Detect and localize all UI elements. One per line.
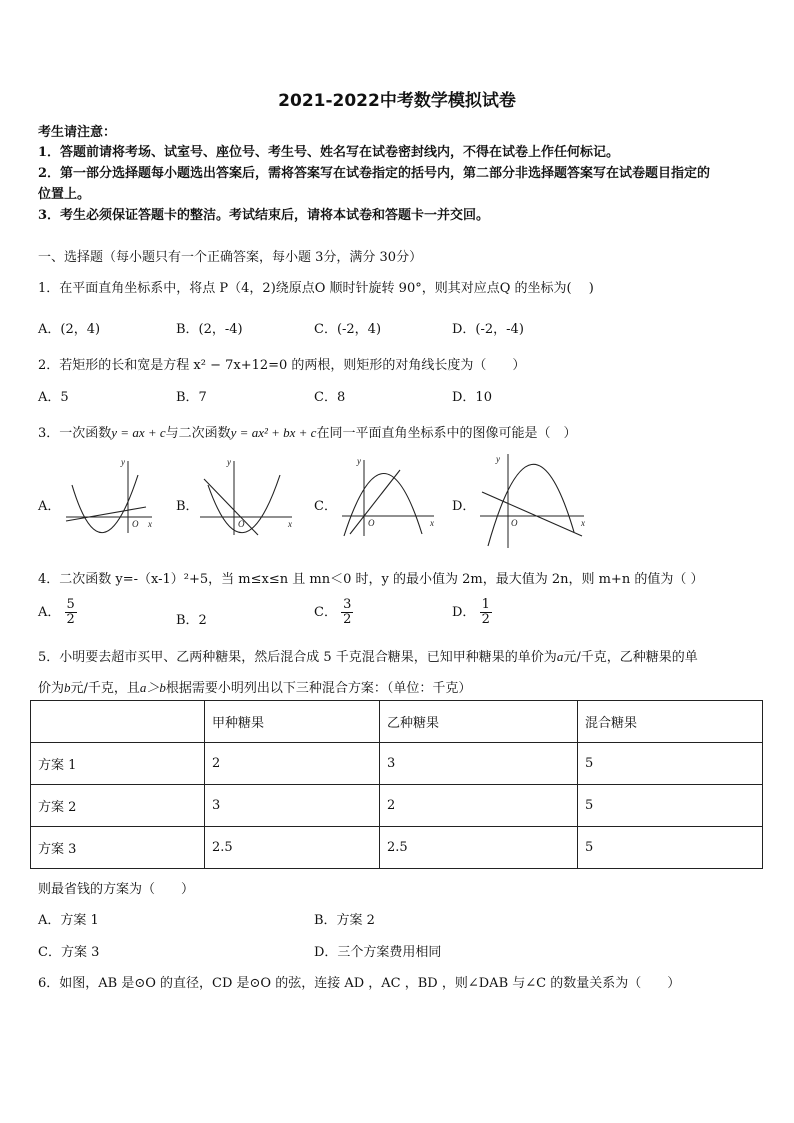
q2-option-b: B．7 [176,390,207,405]
q3-option-c-label: C． [314,499,337,514]
x-axis-label: x [288,519,292,529]
q5-option-b: B．方案 2 [314,913,375,928]
q3-linear-eq: y = ax + c [111,425,166,440]
q4-option-a: A． $\frac{5}{2}$ [38,597,75,627]
table-header-row [31,701,763,743]
table-cell: 5 [578,827,763,869]
q3-stem-b: 与二次函数 [165,426,231,441]
table-row [31,785,763,827]
table-cell: 5 [578,743,763,785]
x-axis-label: x [148,519,152,529]
q3-graph-a [62,455,158,535]
table-cell: 5 [578,785,763,827]
table-cell: 2 [380,785,578,827]
question-3-stem [38,422,576,441]
question-1-stem: 1．在平面直角坐标系中，将点 P（4，2)绕原点O 顺时针旋转 90°，则其对应点Q 的坐标为( ) [38,281,594,296]
y-axis-label: y [496,454,500,464]
y-axis-label: y [357,456,361,466]
q1-option-d: D．(-2，-4) [452,322,524,337]
table-cell: 2.5 [380,827,578,869]
parabola [488,464,574,546]
mix-plan-table [30,700,763,869]
table-cell: 方案 1 [31,743,205,785]
question-6-stem: 6．如图，AB 是⊙O 的直径，CD 是⊙O 的弦，连接 AD ，AC ，BD ，则∠DAB 与∠C 的数量关系为（ ） [38,976,681,991]
table-cell: 3 [380,743,578,785]
q4-option-d-fraction: $\frac{1}{2}$ [481,597,490,627]
q3-quadratic-eq: y = ax² + bx + c [230,425,317,440]
q2-option-a: A．5 [38,390,69,405]
section-heading: 一、选择题（每小题只有一个正确答案，每小题 3分，满分 30分） [38,250,423,265]
y-axis-label: y [121,457,125,467]
notice-item-1: 1．答题前请将考场、试室号、座位号、考生号、姓名写在试卷密封线内，不得在试卷上作任何标记。 [38,145,620,160]
notice-item-3: 3．考生必须保证答题卡的整洁。考试结束后，请将本试卷和答题卡一并交回。 [38,208,490,223]
q4-option-c: C． $\frac{3}{2}$ [314,597,352,627]
table-header-cell: 甲种糖果 [205,701,380,743]
notice-item-2: 2．第一部分选择题每小题选出答案后，需将答案写在试卷指定的括号内，第二部分非选择题答案写在试卷题目指定的 [38,166,711,181]
q3-graph-d [478,450,590,550]
line [204,479,258,535]
line [482,492,582,536]
question-5-prompt: 则最省钱的方案为（ ） [38,882,195,897]
q3-option-a-label: A． [38,499,61,514]
question-4-stem: 4．二次函数 y=-（x-1）²+5，当 m≤x≤n 且 mn＜0 时，y 的最小值为 2m，最大值为 2n，则 m+n 的值为（ ） [38,572,704,587]
q1-option-c: C．(-2，4) [314,322,382,337]
table-header-cell: 混合糖果 [578,701,763,743]
q2-option-c: C．8 [314,390,346,405]
question-2-stem: 2．若矩形的长和宽是方程 x² − 7x+12=0 的两根，则矩形的对角线长度为（ ） [38,358,526,373]
q1-option-a: A．(2，4) [38,322,101,337]
q3-option-d-label: D． [452,499,476,514]
q3-option-b-label: B． [176,499,199,514]
notice-heading: 考生请注意： [38,125,117,140]
origin-label: O [368,518,375,528]
table-cell: 2 [205,743,380,785]
q4-option-d: D． $\frac{1}{2}$ [452,597,490,627]
q3-stem-c: 在同一平面直角坐标系中的图像可能是（ ） [316,426,577,441]
x-axis-label: x [581,518,585,528]
table-header-cell [31,701,205,743]
q4-option-c-fraction: $\frac{3}{2}$ [343,597,352,627]
q4-option-a-fraction: $\frac{5}{2}$ [66,597,75,627]
y-axis-label: y [227,457,231,467]
origin-label: O [132,519,139,529]
q5-option-a: A．方案 1 [38,913,99,928]
q3-graph-b [198,455,298,537]
table-row [31,827,763,869]
q5-option-d: D．三个方案费用相同 [314,945,442,960]
x-axis-label: x [430,518,434,528]
q1-option-b: B．(2，-4) [176,322,243,337]
q5-option-c: C．方案 3 [38,945,100,960]
origin-label: O [511,518,518,528]
table-cell: 方案 3 [31,827,205,869]
page-title: 2021-2022中考数学模拟试卷 [278,91,516,111]
notice-item-2-cont: 位置上。 [38,187,91,202]
origin-label: O [238,519,245,529]
q4-option-b: B．2 [176,613,207,628]
q3-stem-a: 3．一次函数 [38,426,112,441]
table-cell: 3 [205,785,380,827]
table-cell: 方案 2 [31,785,205,827]
table-header-cell: 乙种糖果 [380,701,578,743]
table-row [31,743,763,785]
question-5-line-2: 价为b元/千克，且a＞b根据需要小明列出以下三种混合方案：（单位：千克） [38,680,472,696]
table-cell: 2.5 [205,827,380,869]
question-5-line-1: 5．小明要去超市买甲、乙两种糖果，然后混合成 5 千克混合糖果，已知甲种糖果的单价为a元/千克，乙种糖果的单 [38,649,698,665]
q2-option-d: D．10 [452,390,492,405]
q3-graph-c [340,452,438,538]
